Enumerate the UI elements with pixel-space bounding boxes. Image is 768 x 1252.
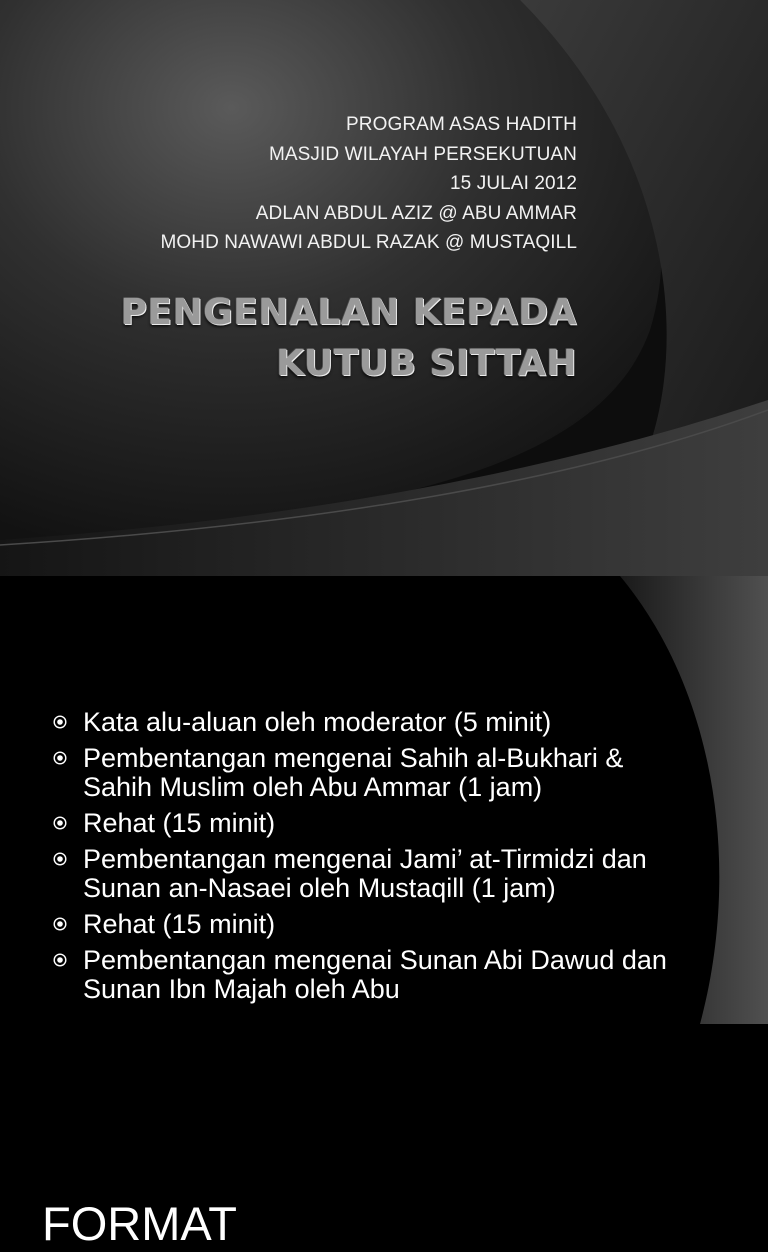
list-item [50,845,690,903]
slide-title-line-1: PENGENALAN KEPADA [120,292,577,333]
event-date: 15 JULAI 2012 [450,173,577,194]
presenter-2: MOHD NAWAWI ABDUL RAZAK @ MUSTAQILL [160,232,577,253]
format-bullet-list [50,708,690,1011]
bullet-text: Rehat (15 minit) [83,909,276,939]
target-circle-icon [53,953,67,967]
subtitle-block [160,110,577,258]
bullet-text: Pembentangan mengenai Sunan Abi Dawud dan Sunan Ibn Majah oleh Abu [83,945,667,1004]
venue: MASJID WILAYAH PERSEKUTUAN [268,143,577,165]
bullet-text: Pembentangan mengenai Sahih al-Bukhari & Sahih Muslim oleh Abu Ammar (1 jam) [83,743,624,802]
target-circle-icon [53,715,67,729]
slide-title [121,287,577,389]
target-circle-icon [53,852,67,866]
bullet-text: Rehat (15 minit) [83,808,276,838]
bullet-text: Kata alu-aluan oleh moderator (5 minit) [83,707,552,737]
title-slide [0,0,768,576]
list-item [50,910,690,939]
bullet-text: Pembentangan mengenai Jami’ at-Tirmidzi dan Sunan an-Nasaei oleh Mustaqill (1 jam) [83,844,647,903]
slide-title-line-2: KUTUB SITTAH [276,343,577,384]
target-circle-icon [53,751,67,765]
list-item [50,744,690,802]
list-item [50,946,690,1004]
target-circle-icon [53,816,67,830]
program-name: PROGRAM ASAS HADITH [346,114,577,135]
target-circle-icon [53,917,67,931]
list-item [50,708,690,737]
list-item [50,809,690,838]
format-heading: FORMAT [42,1197,237,1250]
presenter-1: ADLAN ABDUL AZIZ @ ABU AMMAR [255,202,577,224]
